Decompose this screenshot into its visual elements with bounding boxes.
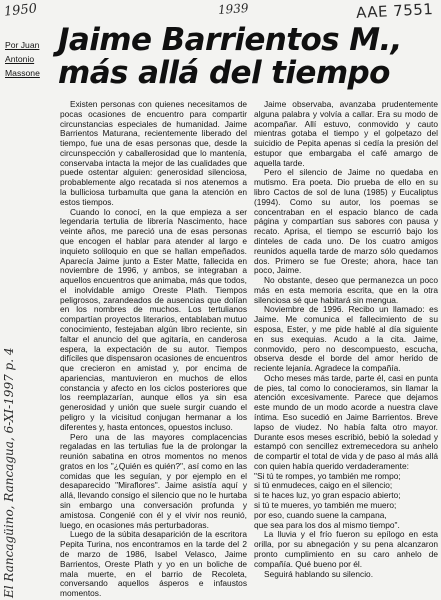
poem-line: si tú te mueres, yo también me muero;	[254, 500, 397, 511]
poem-line: "Si tú te rompes, yo también me rompo;	[254, 470, 401, 481]
paragraph: Pero una de las mayores complacencias regaladas en las tertulias fue la de prolongar la reunión sabatina en otros momentos no menos gratos en los "¿Quién es quién?", así como en las comidas que les seguían, y por ejemplo en el desaparecido "Miraflores". Jaime asistía aquí y allá, llevando consigo el silencio que no le hurtaba sin embargo una conversación profunda y amistosa. Congenié con él y el vivir nos reunió, luego, en ocasiones más perturbadoras.	[60, 431, 247, 530]
byline	[5, 38, 51, 80]
paragraph: Jaime observaba, avanzaba prudentemente alguna palabra y volvía a callar. Era su modo de acompañar. Allí estuvo, conmovido y cauto mientras gotaba el tiempo y el golpetazo del suicidio de Pepita apenas si cedía la presión del estupor que embargaba el café amargo de aquella tarde.	[254, 99, 438, 168]
article-column-left	[60, 100, 247, 599]
paragraph: Noviembre de 1996. Recibo un llamado: es Jaime. Me comunica el fallecimiento de su esposa, Ester, y me pide hablé al día siguiente en sus exequias. Acudo a la cita. Jaime, conmovido, pero no descompuesto, escucha, observa desde el borde del amor herido de reciente lejanía. Agradece la compañía.	[254, 304, 438, 374]
poem-line: si tú enmudeces, caigo en el silencio;	[254, 480, 393, 491]
poem-line: si te haces luz, yo gran espacio abierto;	[254, 490, 401, 501]
handwritten-source-note: El Rancagüino, Rancagua, 6-XI-1997 p. 4	[2, 347, 16, 598]
article-title	[58, 24, 438, 90]
byline-line: Massone	[5, 68, 40, 78]
poem-line: que sea para los dos al mismo tiempo".	[254, 519, 400, 530]
title-line-1: Jaime Barrientos M.,	[58, 22, 402, 58]
handwritten-archive-code: AAE 7551	[355, 0, 434, 23]
byline-line: Por Juan	[5, 40, 40, 50]
poem-line: por eso, cuando suene la campana,	[254, 509, 387, 520]
article-column-right	[254, 100, 438, 579]
handwritten-year-note-2: 1939	[217, 0, 249, 18]
paragraph: La lluvia y el frío fueron su epílogo en esta orilla, por su abnegación y su pena alcanzaron pronto cumplimiento en su caro anhelo de compañía. Qué bueno por él.	[254, 529, 438, 569]
paragraph: Luego de la súbita desaparición de la escritora Pepita Turina, nos encontramos en la tarde del 2 de marzo de 1986, Isabel Velasco, Jaime Barrientos, Oreste Plath y yo en un boliche de mala muerte, en el barrio de Recoleta, conversando aquellos ásperos e infaustos momentos.	[60, 529, 247, 599]
byline-line: Antonio	[5, 54, 35, 64]
paragraph: Pero el silencio de Jaime no quedaba en mutismo. Era poeta. Dio prueba de ello en su libro Cactos de sol de luna (1985) y Eucaliptus (1994). Como su autor, los poemas se concentraban en el espacio blanco de cada página y compartían sus sabores con pausa y recato. Aprisa, el tiempo se escurrió bajo los dinteles de cada uno. De los cuatro amigos reunidos aquella tarde de marzo sólo quedamos dos. Primero se fue Oreste; ahora, hace tan poco, Jaime.	[254, 167, 438, 276]
paragraph: Cuando lo conocí, en la que empieza a ser legendaria tertulia de librería Nascimento, hace veinte años, me pareció una de esas personas que encogen el hablar para atender al largo e inquieto soliloquio en que se hallan empeñados. Aparecía Jaime junto a Ester Matte, fallecida en noviembre de 1996, y ambos, se integraban a aquellos encuentros que animaba, más que todos, el inolvidable amigo Oreste Plath. Tiempos peligrosos, zarandeados de ausencias que dolían en los nombres de muchos. Los tertulianos compartían proyectos literarios, entablaban mutuo conocimiento, festejaban algún libro reciente, sin faltar el anuncio del que agitaría, en canderosa espera, la expectación de su autor. Tiempos difíciles que dispensaron ocasiones de encuentros que crecieron en amistad y, por encima de apariencias, mantuvieron en muchos de ellos constancia y afecto en los ciclos posteriores que los reemplazarían, aunque ellos ya sin esa generosidad y unión que suele surgir cuando el peligro y la vicisitud conjugan hermanar a los diferentes y, hasta entonces, opuestos incluso.	[60, 206, 247, 432]
paragraph: Existen personas con quienes necesitamos de pocas ocasiones de encuentro para compartir circunstancias especiales de humanidad. Jaime Barrientos Maturana, recientemente liberado del tiempo, fue una de esas personas que, desde la circunspección y caballerosidad que lo mantenía, conservaba intacta la mejor de las cualidades que puede ostentar alguien: generosidad silenciosa, probablemente algo recatada si nos atenemos a la bulliciosa turbamulta que gana la atención en estos tiempos.	[60, 99, 247, 207]
paragraph: Ocho meses más tarde, parte él, casi en punta de pies, tal como lo conocieramos, sin llamar la atención excesivamente. Parece que dejamos este mundo de un modo acorde a nuestra clave íntima. Eso sucedió en Jaime Barrientos. Breve lapso de viudez. No había falta otro mayor. Durante esos meses escribió, bebió la soledad y estampó con sencillez extremecedora su anhelo de compartir el total de vida y de paso al más allá con quien había querido verdaderamente:	[254, 372, 438, 471]
closing-line: Seguirá hablando su silencio.	[264, 568, 374, 579]
title-line-2: más allá del tiempo	[58, 55, 390, 91]
paragraph: No obstante, deseo que permanezca un poco más en esta memoria escrita, que en la otra silenciosa sé que habitará sin mengua.	[254, 275, 438, 305]
handwritten-year-note: 1950	[3, 1, 38, 20]
